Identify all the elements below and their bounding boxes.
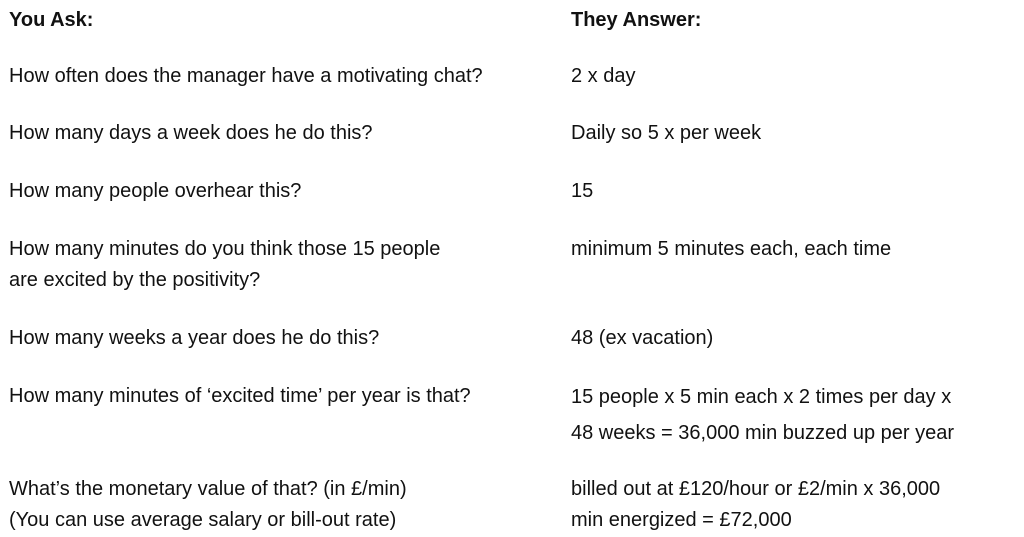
question-text	[9, 234, 440, 296]
question-line: How many people overhear this?	[9, 180, 302, 202]
answer-line: 15 people x 5 min each x 2 times per day x	[571, 386, 952, 408]
answer-text	[571, 234, 891, 265]
question-line: How often does the manager have a motivating chat?	[9, 65, 483, 87]
question-line: How many days a week does he do this?	[9, 122, 373, 144]
answer-text	[571, 323, 713, 354]
answer-line: billed out at £120/hour or £2/min x 36,000	[571, 478, 941, 500]
question-line: How many minutes of ‘excited time’ per year is that?	[9, 385, 471, 407]
answer-text	[571, 61, 635, 92]
question-text	[9, 474, 407, 536]
question-line: (You can use average salary or bill-out rate)	[9, 509, 397, 531]
answer-line: minimum 5 minutes each, each time	[571, 238, 892, 260]
answer-line: 2 x day	[571, 65, 636, 87]
question-line: How many minutes do you think those 15 people	[9, 238, 441, 260]
question-text	[9, 118, 373, 149]
answer-text	[571, 118, 761, 149]
you-ask-header: You Ask:	[9, 9, 94, 31]
answer-line: Daily so 5 x per week	[571, 122, 762, 144]
question-text	[9, 61, 483, 92]
answer-line: 48 (ex vacation)	[571, 327, 714, 349]
answer-text	[571, 176, 593, 207]
they-answer-header: They Answer:	[571, 9, 702, 31]
answer-line: 15	[571, 180, 594, 202]
question-line: How many weeks a year does he do this?	[9, 327, 380, 349]
answer-line: min energized = £72,000	[571, 509, 792, 531]
question-line: are excited by the positivity?	[9, 269, 261, 291]
question-line: What’s the monetary value of that? (in £/min)	[9, 478, 407, 500]
answer-line: 48 weeks = 36,000 min buzzed up per year	[571, 422, 955, 444]
answer-text	[571, 379, 954, 451]
question-text	[9, 381, 471, 412]
question-text	[9, 323, 379, 354]
answer-text	[571, 474, 940, 536]
question-text	[9, 176, 301, 207]
